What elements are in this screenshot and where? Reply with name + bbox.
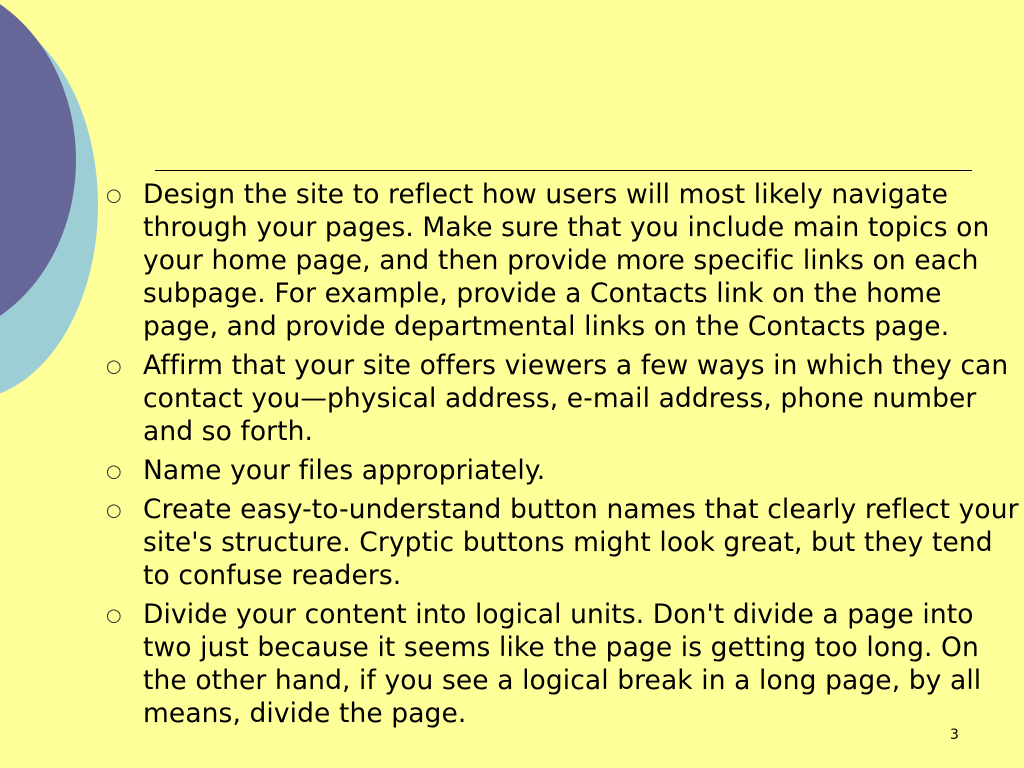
hollow-circle-bullet-icon: ○ <box>106 605 122 626</box>
bullet-text: Name your files appropriately. <box>143 455 546 486</box>
page-number: 3 <box>950 727 959 743</box>
bullet-item <box>100 598 1020 730</box>
bullet-item <box>100 454 1020 487</box>
hollow-circle-bullet-icon: ○ <box>106 356 122 377</box>
hollow-circle-bullet-icon: ○ <box>106 185 122 206</box>
bullet-item <box>100 178 1020 343</box>
bullet-text: Design the site to reflect how users will most likely navigate through your pages. Make sure that you include main topics on your home page, and then provide more specific links on each subpage. For example, provide a Contacts link on the home page, and provide departmental links on the Contacts page. <box>143 179 990 342</box>
hollow-circle-bullet-icon: ○ <box>106 500 122 521</box>
bullet-item <box>100 349 1020 448</box>
bullet-text: Divide your content into logical units. Don't divide a page into two just because it seems like the page is getting too long. On the other hand, if you see a logical break in a long page, by all means, divide the page. <box>143 599 982 729</box>
bullet-list <box>100 178 1020 736</box>
hollow-circle-bullet-icon: ○ <box>106 461 122 482</box>
bullet-item <box>100 493 1020 592</box>
bullet-text: Affirm that your site offers viewers a few ways in which they can contact you—physical address, e-mail address, phone number and so forth. <box>143 350 1009 447</box>
bullet-text: Create easy-to-understand button names that clearly reflect your site's structure. Cryptic buttons might look great, but they tend to confuse readers. <box>143 494 1019 591</box>
title-divider-line <box>155 170 972 171</box>
